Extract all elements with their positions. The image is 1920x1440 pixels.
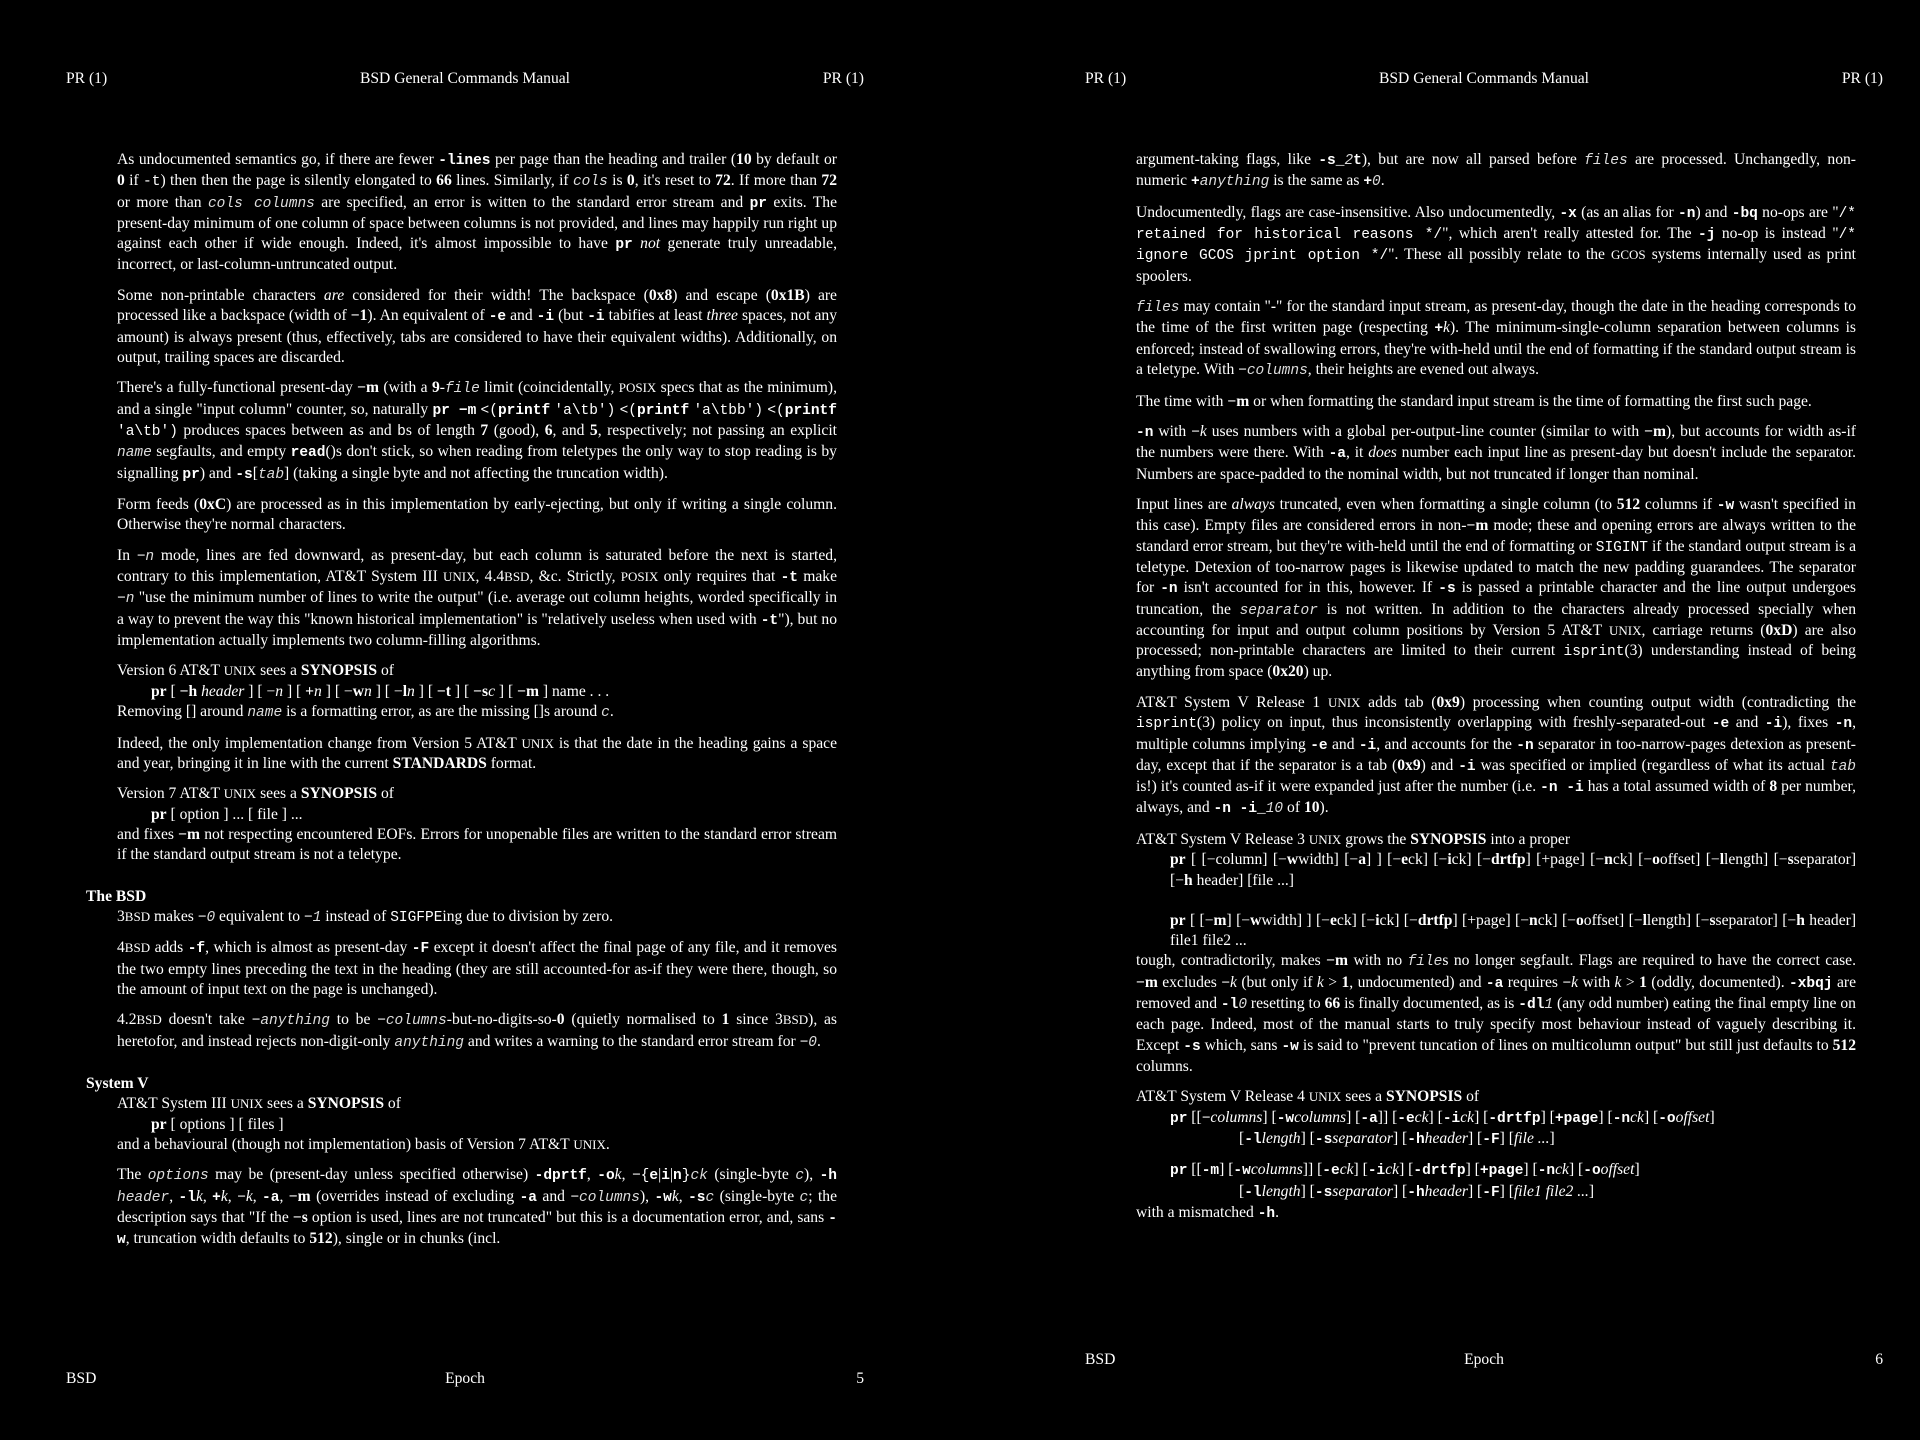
left-page <box>66 0 931 1440</box>
page-body <box>86 150 838 1261</box>
page-number: 6 <box>1875 1351 1883 1368</box>
paragraph: Version 7 AT&T UNIX sees a SYNOPSIS of <box>117 785 394 803</box>
paragraph: and a behavioural (though not implementation) basis of Version 7 AT&T UNIX. <box>117 1135 610 1153</box>
header-center: BSD General Commands Manual <box>1378 70 1590 87</box>
paragraph: As undocumented semantics go, if there are fewer -lines per page than the heading and trailer (10 by default or 0 if -t) then then the page is silently elongated to 66 lines. Similarly, if cols is 0, it's reset to 72. If more than 72 or more than cols columns are specified, an error is witten to the standard error stream and pr exits. The present-day minimum of one column of space between columns is not provided, and lines may happily run right up against each other if wide enough. Indeed, it's almost impossible to have pr not generate truly unreadable, incorrect, or last-column-untruncated output. <box>117 151 838 274</box>
paragraph: Some non-printable characters are considered for their width! The backspace (0x8) and escape (0x1B) are processed like a backspace (width of −1). An equivalent of -e and -i (but -i tabifies at least three spaces, not any amount) is always present (thus, effectively, tabs are considered to have their equivalent widths). Additionally, on output, trailing spaces are discarded. <box>117 286 838 366</box>
header-left: PR (1) <box>66 70 108 87</box>
paragraph: AT&T System V Release 1 UNIX adds tab (0x9) processing when counting output width (contradicting the isprint(3) policy on input, thus inconsistently overlapping with freshly-separated-out -e and -i), fixes -n, multiple columns implying -e and -i, and accounts for the -n separator in too-narrow-pages detexion as present-day, except that if the separator is a tab (0x9) and -i was specified or implied (regardless of what its actual tab is!) it's counted as-if it were expanded just after the number (i.e. -n -i has a total assumed width of 8 per number, always, and -n -i_10 of 10). <box>1136 693 1856 818</box>
synopsis-sysv-r4-b: pr [[-m] [-wcolumns]] [-eck] [-ick] [-drtfp] [+page] [-nck] [-ooffset] [-llength] [-sseparator] [-hheader] [-F] [file1 file2 ...] <box>1170 1161 1640 1201</box>
paragraph: The time with −m or when formatting the standard input stream is the time of formatting the first such page. <box>1136 392 1812 410</box>
section-title-system-v: System V <box>86 1074 149 1092</box>
paragraph: tough, contradictorily, makes −m with no files no longer segfault. Flags are required to have the correct case. −m excludes −k (but only if k > 1, undocumented) and -a requires −k with k > 1 (oddly, documented). -xbqj are removed and -l0 resetting to 66 is finally documented, as is -dl1 (any odd number) eating the final empty line on each page. Indeed, most of the manual starts to truly specify most behaviour instead of vaguely describing it. Except -s which, sans -w is said to "prevent tuncation of lines on multicolumn output" but still just defaults to 512 columns. <box>1136 952 1856 1075</box>
header-center: BSD General Commands Manual <box>359 70 571 87</box>
synopsis-sysv-r4-a: pr [[−columns] [-wcolumns] [-a]] [-eck] [-ick] [-drtfp] [+page] [-nck] [-ooffset] [-llength] [-sseparator] [-hheader] [-F] [file ...] <box>1170 1108 1715 1148</box>
section-title-bsd: The BSD <box>86 887 147 905</box>
paragraph: 4BSD adds -f, which is almost as present-day -F except it doesn't affect the final page of any file, and it removes the two empty lines preceding the text in the heading (they are still accounted-for as-if they were there, though, so the amount of input text on the page is unchanged). <box>117 939 837 998</box>
footer-center: Epoch <box>1464 1351 1504 1368</box>
synopsis-sysv-r3-b: pr [ [−m] [−wwidth] ] [−eck] [−ick] [−drtfp] [+page] [−nck] [−ooffset] [−llength] [−sseparator] [−h header] file1 file2 ... <box>1170 911 1857 950</box>
page-number: 5 <box>856 1370 864 1387</box>
page-body <box>1136 150 1856 1224</box>
header-left: PR (1) <box>1085 70 1127 87</box>
paragraph: and fixes −m not respecting encountered EOFs. Errors for unopenable files are written to the standard error stream if the standard output stream is not a teletype. <box>117 825 838 864</box>
footer-left: BSD <box>1085 1351 1116 1368</box>
footer-left: BSD <box>66 1370 97 1387</box>
paragraph: There's a fully-functional present-day −m (with a 9-file limit (coincidentally, POSIX specs that as the minimum), and a single "input column" counter, so, naturally pr −m <(printf 'a\tb') <(printf 'a\tbb') <(printf 'a\tb') produces spaces between as and bs of length 7 (good), 6, and 5, respectively; not passing an explicit name segfaults, and empty read()s don't stick, so when reading from teletypes the only way to stop reading is by signalling pr) and -s[tab] (taking a single byte and not affecting the truncation width). <box>117 379 837 483</box>
paragraph: argument-taking flags, like -s_2t), but are now all parsed before files are processed. Unchangedly, non-numeric +anything is the same as +0. <box>1136 151 1856 191</box>
paragraph: In −n mode, lines are fed downward, as present-day, but each column is saturated before the next is started, contrary to this implementation, AT&T System III UNIX, 4.4BSD, &c. Strictly, POSIX only requires that -t make −n "use the minimum number of lines to write the output" (i.e. average out column heights, worded specifically in a way to prevent the way this "known historical implementation" is "relatively useless when used with -t"), but no implementation actually implements two column-filling algorithms. <box>117 546 837 649</box>
paragraph: files may contain "-" for the standard input stream, as present-day, though the date in the heading corresponds to the time of the first written page (respecting +k). The minimum-single-column separation between columns is enforced; instead of swallowing errors, they're with-held until the end of formatting if the standard output stream is a teletype. With −columns, their heights are evened out always. <box>1136 298 1856 380</box>
header-right: PR (1) <box>822 70 864 87</box>
paragraph: AT&T System V Release 4 UNIX sees a SYNOPSIS of <box>1136 1088 1480 1106</box>
page-footer <box>66 1369 864 1389</box>
page-header <box>1085 69 1883 89</box>
synopsis-v6: pr [ −h header ] [ −n ] [ +n ] [ −wn ] [ −ln ] [ −t ] [ −sc ] [ −m ] name . . . <box>151 682 610 700</box>
footer-center: Epoch <box>445 1370 485 1387</box>
paragraph: Version 6 AT&T UNIX sees a SYNOPSIS of <box>117 662 394 680</box>
header-right: PR (1) <box>1841 70 1883 87</box>
paragraph: with a mismatched -h. <box>1136 1203 1280 1222</box>
paragraph: Form feeds (0xC) are processed as in this implementation by early-ejecting, but only if writing a single column. Otherwise they're normal characters. <box>117 496 837 534</box>
page-header <box>66 69 864 89</box>
paragraph: Input lines are always truncated, even when formatting a single column (to 512 columns if -w wasn't specified in this case). Empty files are considered errors in non-−m mode; these and opening errors are always written to the standard error stream, but they're with-held until the end of formatting or SIGINT if the standard output stream is a teletype. Detexion of too-narrow pages is likewise updated to match the new padding guarandees. The separator for -n isn't accounted for in this, however. If -s is passed a printable character and the line output undergoes truncation, the separator is not written. In addition to the characters already processed specially when accounting for input and output column positions by Version 5 AT&T UNIX, carriage returns (0xD) are also processed; non-printable characters are limited to their current isprint(3) understanding instead of being anything from space (0x20) up. <box>1136 496 1857 681</box>
synopsis-v7: pr [ option ] ... [ file ] ... <box>151 805 303 823</box>
paragraph: The options may be (present-day unless specified otherwise) -dprtf, -ok, −{e|i|n}ck (single-byte c), -h header, -lk, +k, −k, -a, −m (overrides instead of excluding -a and −columns), -wk, -sc (single-byte c; the description says that "If the −s option is used, lines are not truncated" but this is a documentation error, and, sans -w, truncation width defaults to 512), single or in chunks (incl. <box>117 1166 838 1249</box>
synopsis-sysv-r3-a: pr [ [−column] [−wwidth] [−a] ] [−eck] [−ick] [−drtfp] [+page] [−nck] [−ooffset] [−llength] [−sseparator] [−h header] [file ...] <box>1170 851 1857 889</box>
paragraph: Indeed, the only implementation change from Version 5 AT&T UNIX is that the date in the heading gains a space and year, bringing it in line with the current STANDARDS format. <box>117 734 837 772</box>
right-page <box>1085 0 1920 1440</box>
paragraph: -n with −k uses numbers with a global per-output-line counter (similar to with −m), but accounts for width as-if the numbers were there. With -a, it does number each input line as present-day but doesn't include the separator. Numbers are space-padded to the nominal width, but not truncated if longer than nominal. <box>1136 423 1856 483</box>
paragraph: 3BSD makes −0 equivalent to −1 instead of SIGFPEing due to division by zero. <box>117 907 614 926</box>
paragraph: Removing [] around name is a formatting error, as are the missing []s around c. <box>117 703 614 722</box>
paragraph: AT&T System III UNIX sees a SYNOPSIS of <box>117 1095 401 1113</box>
paragraph: AT&T System V Release 3 UNIX grows the SYNOPSIS into a proper <box>1136 830 1571 848</box>
paragraph: 4.2BSD doesn't take −anything to be −columns-but-no-digits-so-0 (quietly normalised to 1 since 3BSD), as heretofor, and instead rejects non-digit-only anything and writes a warning to the standard error stream for −0. <box>117 1011 838 1051</box>
paragraph: Undocumentedly, flags are case-insensitive. Also undocumentedly, -x (as an alias for -n) and -bq no-ops are "/* retained for historical reasons */", which aren't really attested for. The -j no-op is instead "/* ignore GCOS jprint option */". These all possibly relate to the GCOS systems internally used as print spoolers. <box>1136 203 1857 285</box>
page-footer <box>1085 1350 1883 1370</box>
synopsis-sys3: pr [ options ] [ files ] <box>151 1115 284 1133</box>
